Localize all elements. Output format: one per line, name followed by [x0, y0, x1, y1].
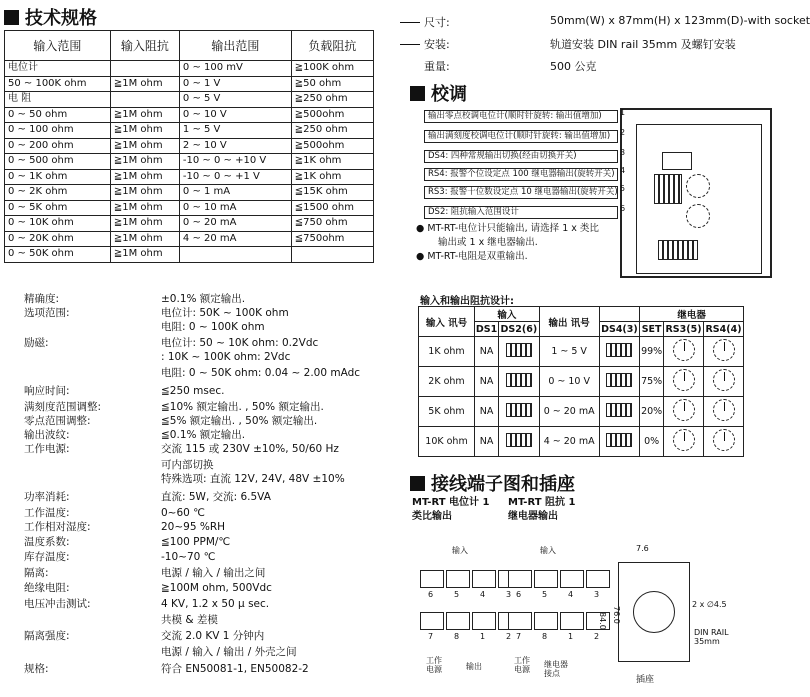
- table-cell: ≦750ohm: [291, 231, 373, 247]
- spec-row: [4, 400, 374, 414]
- terminal-block: [472, 570, 496, 599]
- spec-row: [4, 581, 374, 595]
- terminal-block: [560, 612, 584, 641]
- dim-840-label: 84.0: [598, 612, 607, 630]
- table-row: [5, 200, 374, 216]
- spec-value: 电阻: 0 ~ 50K ohm: 0.04 ~ 2.00 mAdc: [161, 367, 361, 379]
- spec-row: [4, 320, 374, 334]
- spec-value: 共模 & 差模: [161, 614, 218, 626]
- ds2-cell: [499, 367, 540, 397]
- callout-number: 1: [620, 108, 626, 117]
- terminal-block: [534, 612, 558, 641]
- spec-value: 特殊选项: 直流 12V, 24V, 48V ±10%: [161, 473, 345, 485]
- dip-switch-icon: [506, 403, 532, 417]
- spec-label: 响应时间:: [24, 385, 70, 397]
- spec-label: 输出波纹:: [24, 429, 70, 441]
- table-row: [5, 138, 374, 154]
- rotary-switch-icon: [673, 369, 695, 391]
- spec-value: ≦100 PPM/℃: [161, 536, 231, 548]
- table-row: [5, 169, 374, 185]
- header-input: 输入: [475, 307, 540, 322]
- rs3-cell: [664, 367, 704, 397]
- table-cell: ≧500ohm: [291, 138, 373, 154]
- spec-value: -10~70 ℃: [161, 551, 216, 563]
- spec-row: [4, 366, 374, 380]
- rs3-cell: [664, 397, 704, 427]
- terminal-number: 3: [506, 590, 512, 599]
- output-label: 输出: [466, 662, 482, 671]
- dip-switch-icon: [658, 240, 698, 260]
- table-cell: [110, 92, 179, 108]
- terminal-block: [446, 612, 470, 641]
- spec-row: [4, 350, 374, 364]
- spec-label: 满刻度范围调整:: [24, 401, 102, 413]
- spec-label: 工作相对湿度:: [24, 521, 91, 533]
- spec-value: ≦250 msec.: [161, 385, 225, 397]
- dip-switch-icon: [606, 373, 632, 387]
- spec-row: [4, 597, 374, 611]
- table-cell: 50 ~ 100K ohm: [5, 76, 111, 92]
- spec-value: 直流: 5W, 交流: 6.5VA: [161, 491, 271, 503]
- terminal-number: 6: [516, 590, 522, 599]
- spec-value: 4 KV, 1.2 x 50 μ sec.: [161, 598, 270, 610]
- spec-row: [4, 336, 374, 350]
- table-cell: -10 ~ 0 ~ +1 V: [179, 169, 291, 185]
- dim-760-label: 76.0: [612, 606, 621, 624]
- table-row: [5, 231, 374, 247]
- table-cell: 0 ~ 10K ohm: [5, 216, 111, 232]
- rotary-switch-icon: [686, 174, 710, 198]
- power-label: 工作 电源: [426, 656, 442, 674]
- sub-ds2: DS2(6): [500, 323, 538, 335]
- note-1b: 输出或 1 x 继电器输出.: [438, 237, 538, 248]
- socket-circle: [633, 591, 675, 633]
- terminal-block: [534, 570, 558, 599]
- table-row: [5, 247, 374, 263]
- spec-row: [4, 490, 374, 504]
- spec-row: [4, 645, 374, 659]
- spec-row: [4, 472, 374, 486]
- spec-row: [4, 428, 374, 442]
- spec-row: [4, 458, 374, 472]
- table-cell: 0 ~ 5K ohm: [5, 200, 111, 216]
- spec-value: 0~60 ℃: [161, 507, 205, 519]
- table-cell: 0 ~ 20K ohm: [5, 231, 111, 247]
- spec-list: [4, 292, 374, 692]
- spec-value: 电位计: 50K ~ 100K ohm: [161, 307, 289, 319]
- spec-row: [4, 414, 374, 428]
- ds2-cell: [499, 427, 540, 457]
- ds1-cell: NA: [475, 367, 499, 397]
- callout-number: 6: [620, 204, 626, 213]
- terminal-number: 6: [428, 590, 434, 599]
- spec-label: 功率消耗:: [24, 491, 70, 503]
- tech-title: 技术规格: [4, 4, 97, 30]
- table-cell: [179, 247, 291, 263]
- wiring-caption-left: MT-RT 电位计 1 类比输出: [412, 497, 490, 522]
- table-cell: ≧500ohm: [291, 107, 373, 123]
- spec-row: [4, 629, 374, 643]
- table-cell: ≧50 ohm: [291, 76, 373, 92]
- table-cell: ≧250 ohm: [291, 92, 373, 108]
- output-code-cell: 1 ~ 5 V: [539, 337, 599, 367]
- table-cell: ≦1500 ohm: [291, 200, 373, 216]
- table-cell: ≧1K ohm: [291, 169, 373, 185]
- input-code-cell: 2K ohm: [419, 367, 475, 397]
- terminal-block: [472, 612, 496, 641]
- rotary-switch-icon: [673, 339, 695, 361]
- spec-value: 可内部切换: [161, 459, 214, 471]
- table-cell: 0 ~ 1 mA: [179, 185, 291, 201]
- section-bullet-icon: [410, 476, 425, 491]
- spec-label: 选项范围:: [24, 307, 70, 319]
- mount-label: 安装:: [424, 38, 450, 51]
- terminal-block: [420, 570, 444, 599]
- spec-row: [4, 292, 374, 306]
- rotary-switch-icon: [673, 429, 695, 451]
- mount-value: 轨道安装 DIN rail 35mm 及螺钉安装: [550, 38, 736, 51]
- ds1-cell: NA: [475, 337, 499, 367]
- dip-switch-icon: [606, 433, 632, 447]
- spec-value: ≧100M ohm, 500Vdc: [161, 582, 272, 594]
- spec-label: 工作电源:: [24, 443, 70, 455]
- socket-drawing: [618, 562, 690, 662]
- callout-number: 4: [620, 166, 626, 175]
- dash-mark: [400, 44, 420, 45]
- table-cell: 0 ~ 1 V: [179, 76, 291, 92]
- set-cell: 75%: [640, 367, 664, 397]
- rotary-switch-icon: [713, 399, 735, 421]
- set-cell: 99%: [640, 337, 664, 367]
- input-label: 输入: [540, 546, 556, 555]
- input-code-cell: 5K ohm: [419, 397, 475, 427]
- terminal-block: [508, 570, 532, 599]
- table-cell: 电 阻: [5, 92, 111, 108]
- spec-value: ±0.1% 额定输出.: [161, 293, 246, 305]
- note-2: ● MT-RT-电阻是双重输出.: [416, 251, 528, 262]
- table-row: [5, 107, 374, 123]
- calib-notes: [416, 222, 599, 264]
- table-cell: ≧1M ohm: [110, 185, 179, 201]
- spec-label: 零点范围调整:: [24, 415, 91, 427]
- callout-number: 2: [620, 128, 626, 137]
- callout-box: 输出零点校调电位计(顺时针旋转: 输出值增加): [424, 110, 618, 123]
- table-cell: ≧1M ohm: [110, 200, 179, 216]
- spec-row: [4, 535, 374, 549]
- header-out-code: 输出 讯号: [539, 307, 599, 337]
- dash-mark: [400, 22, 420, 23]
- table-cell: ≧100K ohm: [291, 61, 373, 77]
- calib-table: [418, 306, 744, 457]
- callout-box: 输出满刻度校调电位计(顺时针旋转: 输出值增加): [424, 130, 618, 143]
- table-cell: 4 ~ 20 mA: [179, 231, 291, 247]
- table-row: [5, 123, 374, 139]
- table-cell: 0 ~ 5 V: [179, 92, 291, 108]
- table-cell: 0 ~ 10 V: [179, 107, 291, 123]
- table-row: [419, 367, 744, 397]
- relay-label: 继电器 接点: [544, 660, 568, 678]
- table-row: [419, 427, 744, 457]
- output-code-cell: 0 ~ 10 V: [539, 367, 599, 397]
- ds2-cell: [499, 397, 540, 427]
- table-row: [419, 397, 744, 427]
- terminal-block: [586, 570, 610, 599]
- spec-value: ≦5% 额定输出. , 50% 额定输出.: [161, 415, 318, 427]
- sub-rs3: RS3(5): [665, 323, 702, 335]
- rs4-cell: [704, 367, 744, 397]
- input-code-cell: 1K ohm: [419, 337, 475, 367]
- sub-set: SET: [640, 322, 664, 337]
- table-cell: ≧1M ohm: [110, 154, 179, 170]
- table-cell: 0 ~ 500 ohm: [5, 154, 111, 170]
- rotary-switch-icon: [673, 399, 695, 421]
- spec-value: 交流 2.0 KV 1 分钟内: [161, 630, 265, 642]
- table-cell: 0 ~ 100 mV: [179, 61, 291, 77]
- dim-value: 50mm(W) x 87mm(H) x 123mm(D)-with socket: [550, 14, 810, 27]
- spec-row: [4, 613, 374, 627]
- spec-label: 温度系数:: [24, 536, 70, 548]
- sub-ds4: DS4(3): [601, 323, 638, 335]
- header-input-impedance: 输入阻抗: [110, 31, 179, 61]
- spec-row: [4, 306, 374, 320]
- table-row: [5, 61, 374, 77]
- spec-value: 电源 / 输入 / 输出 / 外壳之间: [161, 646, 297, 658]
- terminal-number: 1: [480, 632, 486, 641]
- table-cell: 0 ~ 50 ohm: [5, 107, 111, 123]
- module-drawing: [620, 108, 772, 278]
- header-in-code: 输入 讯号: [419, 307, 475, 337]
- callout-box: RS3: 报警十位数设定点 10 继电器输出(旋转开关): [424, 186, 618, 199]
- table-cell: 电位计: [5, 61, 111, 77]
- spec-row: [4, 506, 374, 520]
- spec-value: ≦10% 额定输出. , 50% 额定输出.: [161, 401, 324, 413]
- section-bullet-icon: [410, 86, 425, 101]
- spec-value: ≦0.1% 额定输出.: [161, 429, 246, 441]
- terminal-number: 7: [516, 632, 522, 641]
- terminal-number: 3: [594, 590, 600, 599]
- terminal-number: 4: [480, 590, 486, 599]
- ds2-cell: [499, 337, 540, 367]
- spec-label: 隔离:: [24, 567, 49, 579]
- spec-value: 电源 / 输入 / 输出之间: [161, 567, 266, 579]
- rs4-cell: [704, 397, 744, 427]
- table-cell: [110, 61, 179, 77]
- table-cell: 2 ~ 10 V: [179, 138, 291, 154]
- rs4-cell: [704, 337, 744, 367]
- spec-label: 规格:: [24, 663, 49, 675]
- ds1-cell: NA: [475, 427, 499, 457]
- table-row: [419, 337, 744, 367]
- table-row: [5, 76, 374, 92]
- terminal-block: [508, 612, 532, 641]
- spec-label: 工作温度:: [24, 507, 70, 519]
- potentiometer-icon: [662, 152, 692, 170]
- note-1: ● MT-RT-电位计只能输出, 请选择 1 x 类比: [416, 223, 599, 234]
- ds4-cell: [599, 397, 640, 427]
- spec-row: [4, 550, 374, 564]
- header-relay: 继电器: [640, 307, 744, 322]
- dip-switch-icon: [606, 343, 632, 357]
- sub-rs4: RS4(4): [705, 323, 742, 335]
- input-label: 输入: [452, 546, 468, 555]
- spec-label: 绝缘电阻:: [24, 582, 70, 594]
- calib-title: 校调: [410, 80, 467, 106]
- terminal-number: 7: [428, 632, 434, 641]
- table-row: [5, 185, 374, 201]
- spec-label: 精确度:: [24, 293, 60, 305]
- terminal-block: [446, 570, 470, 599]
- terminal-block: [420, 612, 444, 641]
- rotary-switch-icon: [713, 369, 735, 391]
- header-input-range: 输入范围: [5, 31, 111, 61]
- table-cell: ≧250 ohm: [291, 123, 373, 139]
- holes-label: 2 x ∅4.5: [692, 600, 727, 609]
- table-cell: ≦15K ohm: [291, 185, 373, 201]
- ds4-cell: [599, 427, 640, 457]
- table-cell: 0 ~ 100 ohm: [5, 123, 111, 139]
- ds4-cell: [599, 367, 640, 397]
- terminal-number: 5: [454, 590, 460, 599]
- table-cell: 1 ~ 5 V: [179, 123, 291, 139]
- din-rail-label: DIN RAIL 35mm: [694, 628, 729, 646]
- spec-value: 电阻: 0 ~ 100K ohm: [161, 321, 265, 333]
- dip-switch-icon: [506, 433, 532, 447]
- spec-label: 电压冲击测试:: [24, 598, 91, 610]
- wiring-title: 接线端子图和插座: [410, 470, 575, 496]
- rotary-switch-icon: [713, 339, 735, 361]
- rs3-cell: [664, 337, 704, 367]
- table-row: [5, 216, 374, 232]
- dip-switch-icon: [654, 174, 682, 204]
- output-code-cell: 0 ~ 20 mA: [539, 397, 599, 427]
- ds1-cell: NA: [475, 397, 499, 427]
- rs4-cell: [704, 427, 744, 457]
- weight-label: 重量:: [424, 60, 450, 73]
- rotary-switch-icon: [713, 429, 735, 451]
- spec-value: 20~95 %RH: [161, 521, 226, 533]
- physical-specs: [400, 12, 810, 73]
- sub-ds1: DS1: [475, 323, 498, 335]
- header-out-ds4: [599, 307, 640, 322]
- table-cell: ≧1K ohm: [291, 154, 373, 170]
- spec-label: 励磁:: [24, 337, 49, 349]
- table-cell: 0 ~ 20 mA: [179, 216, 291, 232]
- spec-label: 库存温度:: [24, 551, 70, 563]
- table-cell: ≧1M ohm: [110, 123, 179, 139]
- table-cell: ≧1M ohm: [110, 107, 179, 123]
- dip-switch-icon: [606, 403, 632, 417]
- spec-row: [4, 384, 374, 398]
- terminal-block: [560, 570, 584, 599]
- input-code-cell: 10K ohm: [419, 427, 475, 457]
- table-cell: 0 ~ 50K ohm: [5, 247, 111, 263]
- table-cell: -10 ~ 0 ~ +10 V: [179, 154, 291, 170]
- socket-label: 插座: [636, 675, 655, 685]
- terminal-number: 8: [454, 632, 460, 641]
- header-output-range: 输出范围: [179, 31, 291, 61]
- dim-76-label: 7.6: [636, 544, 649, 553]
- spec-row: [4, 442, 374, 456]
- dim-label: 尺寸:: [424, 16, 450, 29]
- spec-label: 隔离强度:: [24, 630, 70, 642]
- terminal-number: 8: [542, 632, 548, 641]
- terminal-number: 2: [506, 632, 512, 641]
- terminal-number: 4: [568, 590, 574, 599]
- table-cell: ≧1M ohm: [110, 216, 179, 232]
- spec-row: [4, 566, 374, 580]
- section-bullet-icon: [4, 10, 19, 25]
- input-output-table: [4, 30, 374, 263]
- rs3-cell: [664, 427, 704, 457]
- table-cell: 0 ~ 200 ohm: [5, 138, 111, 154]
- callout-box: DS4: 四种常规输出切换(经由切换开关): [424, 150, 618, 163]
- spec-value: 交流 115 或 230V ±10%, 50/60 Hz: [161, 443, 339, 455]
- spec-row: [4, 520, 374, 534]
- wiring-caption-mid: MT-RT 阻抗 1 继电器输出: [508, 497, 576, 522]
- table-cell: [291, 247, 373, 263]
- table-row: [5, 92, 374, 108]
- output-code-cell: 4 ~ 20 mA: [539, 427, 599, 457]
- table-cell: ≧1M ohm: [110, 169, 179, 185]
- callout-number: 5: [620, 184, 626, 193]
- set-cell: 0%: [640, 427, 664, 457]
- table-cell: 0 ~ 10 mA: [179, 200, 291, 216]
- table-cell: ≧1M ohm: [110, 76, 179, 92]
- terminal-number: 1: [568, 632, 574, 641]
- callout-box: DS2: 阻抗输入范围设计: [424, 206, 618, 219]
- rotary-switch-icon: [686, 204, 710, 228]
- set-cell: 20%: [640, 397, 664, 427]
- table-row: [5, 154, 374, 170]
- weight-value: 500 公克: [550, 60, 597, 73]
- spec-row: [4, 662, 374, 676]
- spec-value: 符合 EN50081-1, EN50082-2: [161, 663, 309, 675]
- ds4-cell: [599, 337, 640, 367]
- table-cell: 0 ~ 2K ohm: [5, 185, 111, 201]
- table-cell: ≧1M ohm: [110, 231, 179, 247]
- table-cell: ≧1M ohm: [110, 138, 179, 154]
- calib-table-title: 输入和输出阻抗设计:: [420, 296, 514, 307]
- power-label: 工作 电源: [514, 656, 530, 674]
- terminal-number: 2: [594, 632, 600, 641]
- table-cell: ≦750 ohm: [291, 216, 373, 232]
- callout-box: RS4: 报警个位设定点 100 继电器输出(旋转开关): [424, 168, 618, 181]
- callout-number: 3: [620, 148, 626, 157]
- header-load-impedance: 负载阻抗: [291, 31, 373, 61]
- dip-switch-icon: [506, 343, 532, 357]
- table-cell: ≧1M ohm: [110, 247, 179, 263]
- spec-value: 电位计: 50 ~ 10K ohm: 0.2Vdc: [161, 337, 319, 349]
- spec-value: : 10K ~ 100K ohm: 2Vdc: [161, 351, 291, 363]
- table-cell: 0 ~ 1K ohm: [5, 169, 111, 185]
- terminal-number: 5: [542, 590, 548, 599]
- dip-switch-icon: [506, 373, 532, 387]
